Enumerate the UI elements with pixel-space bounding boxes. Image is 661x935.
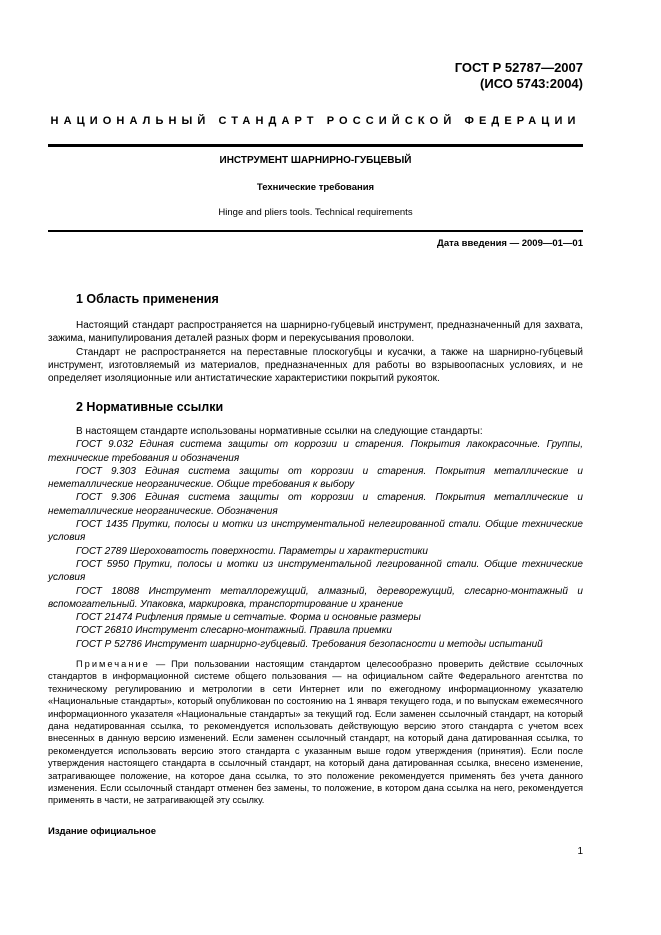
reference-item: ГОСТ 18088 Инструмент металлорежущий, алмазный, дереворежущий, слесарно-монтажный и вспомогательный. Упаковка, маркировка, транспортирование и хранение: [48, 585, 583, 610]
doc-number: ГОСТ Р 52787—2007: [454, 60, 583, 75]
note-text: — При пользовании настоящим стандартом целесообразно проверить действие ссылочных стандартов в информационной системе общего пользования — на официальном сайте Федерального агентства по техническому регулированию и метрологии в сети Интернет или по ежегодному информационному указателю «Национальные стандарты», который опубликован по состоянию на 1 января текущего года, и по выпускам ежемесячного информационного указателя «Национальные стандарты» за текущий год. Если заменен ссылочный стандарт, на который дана недатированная ссылка, то рекомендуется использовать действующую версию этого стандарта с учетом всех внесенных в данную версию изменений. Если заменен ссылочный стандарт, на который дана датированная ссылка, то рекомендуется использовать версию этого стандарта с указанным выше годом утверждения (принятия). Если после утверждения настоящего стандарта в ссылочный стандарт, на который дана датированная ссылка, внесено изменение, затрагивающее положение, на которое дана ссылка, то это положение рекомендуется применять без учета данного изменения. Если ссылочный стандарт отменен без замены, то положение, в котором дана ссылка на него, рекомендуется применять в части, не затрагивающей эту ссылку.: [48, 659, 583, 806]
reference-item: ГОСТ 9.032 Единая система защиты от коррозии и старения. Покрытия лакокрасочные. Группы, технические требования и обозначения: [48, 439, 583, 464]
document-number-block: [455, 60, 583, 92]
reference-item: ГОСТ 1435 Прутки, полосы и мотки из инструментальной нелегированной стали. Общие технические условия: [48, 519, 583, 544]
reference-item: ГОСТ 5950 Прутки, полосы и мотки из инструментальной легированной стали. Общие технические условия: [48, 558, 583, 584]
section-heading: 2 Нормативные ссылки: [76, 400, 224, 414]
document-title: ИНСТРУМЕНТ ШАРНИРНО-ГУБЦЕВЫЙ: [219, 155, 412, 166]
reference-item: ГОСТ 9.303 Единая система защиты от коррозии и старения. Покрытия металлические и неметаллические неорганические. Общие требования к выбору: [48, 465, 583, 491]
title-rule: [48, 230, 583, 232]
official-edition-label: Издание официальное: [48, 826, 156, 837]
paragraph: Настоящий стандарт распространяется на шарнирно-губцевый инструмент, предназначенный для захвата, зажима, манипулирования деталей разных форм и перекусывания проволоки.: [48, 320, 583, 345]
page-number: 1: [577, 846, 583, 857]
references-intro: В настоящем стандарте использованы нормативные ссылки на следующие стандарты:: [76, 426, 483, 437]
section-normative-references: [48, 400, 583, 651]
reference-item: ГОСТ 21474 Рифления прямые и сетчатые. Форма и основные размеры: [76, 612, 421, 624]
reference-item: ГОСТ Р 52786 Инструмент шарнирно-губцевый. Требования безопасности и методы испытаний: [76, 638, 543, 650]
reference-item: ГОСТ 26810 Инструмент слесарно-монтажный. Правила приемки: [76, 625, 392, 637]
top-rule: [48, 144, 583, 147]
iso-number: (ИСО 5743:2004): [480, 76, 583, 91]
english-title: Hinge and pliers tools. Technical requirements: [218, 207, 413, 218]
national-standard-heading: НАЦИОНАЛЬНЫЙ СТАНДАРТ РОССИЙСКОЙ ФЕДЕРАЦИИ: [50, 115, 581, 127]
reference-item: ГОСТ 2789 Шероховатость поверхности. Параметры и характеристики: [76, 545, 428, 557]
reference-item: ГОСТ 9.306 Единая система защиты от коррозии и старения. Покрытия металлические и неметаллические неорганические. Обозначения: [48, 492, 583, 517]
paragraph: Стандарт не распространяется на переставные плоскогубцы и кусачки, а также на шарнирно-губцевый инструмент, изготовляемый из материалов, предназначенных для работы во взрывоопасных условиях, и не определяет изоляционные или антистатические характеристики покрытий рукояток.: [48, 346, 583, 385]
note: [48, 658, 583, 807]
introduction-date: Дата введения — 2009—01—01: [437, 238, 583, 249]
document-subtitle: Технические требования: [256, 182, 375, 193]
section-heading: 1 Область применения: [76, 292, 219, 306]
note-label: Примечание: [76, 659, 150, 669]
section-scope: [48, 292, 583, 385]
